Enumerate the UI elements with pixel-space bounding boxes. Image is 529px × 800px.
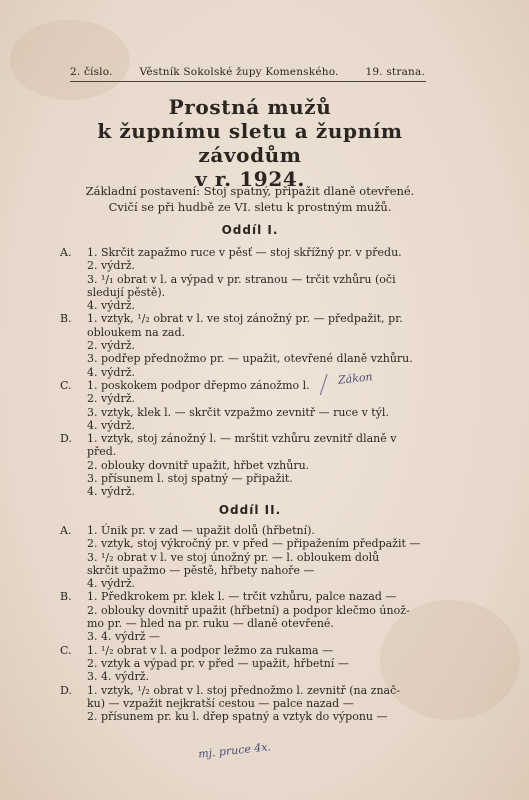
section-1 xyxy=(60,246,440,499)
exercise-line: skrčit upažmo — pěstě, hřbety nahoře — xyxy=(87,563,315,577)
exercise-group xyxy=(60,590,440,643)
group-letter: C. xyxy=(60,378,72,392)
title-line-2: k župnímu sletu a župním závodům xyxy=(97,119,403,167)
exercise-line: 1. ¹/₂ obrat v l. a podpor ležmo za rukama — xyxy=(87,643,334,657)
exercise-line: 3. 4. výdrž — xyxy=(87,630,161,644)
exercise-line: 3. vztyk, klek l. — skrčit vzpažmo zevnitř — ruce v týl. xyxy=(87,405,389,419)
running-header xyxy=(70,66,425,78)
exercise-line: 3. přísunem l. stoj spatný — připažit. xyxy=(87,472,293,486)
exercise-line: 4. výdrž. xyxy=(87,485,136,499)
intro-line-1: Základní postavení: Stoj spatný, připažit dlaně otevřené. xyxy=(85,184,415,198)
exercise-group xyxy=(60,644,440,684)
title-line-1: Prostná mužů xyxy=(168,95,332,119)
exercise-line: sledují pěstě). xyxy=(87,285,166,299)
exercise-line: 2. výdrž. xyxy=(87,259,136,273)
exercise-line: 3. ¹/₁ obrat v l. a výpad v pr. stranou — trčit vzhůru (oči xyxy=(87,272,396,286)
section-title-1: Oddíl I. xyxy=(221,223,279,237)
issue-number: 2. číslo. xyxy=(70,66,113,78)
exercise-line: 4. výdrž. xyxy=(87,577,136,591)
exercise-line: ku) — vzpažit nejkratší cestou — palce nazad — xyxy=(87,696,354,710)
exercise-group xyxy=(60,312,440,378)
exercise-line: 1. poskokem podpor dřepmo zánožmo l. xyxy=(87,378,310,392)
exercise-line: 2. vztyk, stoj výkročný pr. v před — připažením předpažit — xyxy=(87,537,421,551)
exercise-line: 3. ¹/₂ obrat v l. ve stoj únožný pr. — l. obloukem dolů xyxy=(87,550,380,564)
journal-name: Věstník Sokolské župy Komenského. xyxy=(139,66,339,78)
exercise-line: 4. výdrž. xyxy=(87,299,136,313)
group-letter: C. xyxy=(60,643,72,657)
exercise-line: 4. výdrž. xyxy=(87,418,136,432)
exercise-group xyxy=(60,684,440,724)
exercise-line: 2. výdrž. xyxy=(87,392,136,406)
exercise-line: 2. oblouky dovnitř upažit (hřbetní) a podpor klečmo únož- xyxy=(87,603,410,617)
paper-stain xyxy=(10,20,130,100)
exercise-line: mo pr. — hled na pr. ruku — dlaně otevřené. xyxy=(87,617,334,631)
exercise-group xyxy=(60,432,440,498)
header-rule xyxy=(70,81,426,82)
exercise-line: 3. 4. výdrž. xyxy=(87,670,150,684)
title-line-3: v r. 1924. xyxy=(195,167,305,191)
exercise-line: 2. oblouky dovnitř upažit, hřbet vzhůru. xyxy=(87,458,310,472)
exercise-line: 2. výdrž. xyxy=(87,339,136,353)
exercise-line: 1. vztyk, ¹/₂ obrat v l. ve stoj zánožný pr. — předpažit, pr. xyxy=(87,312,403,326)
exercise-group xyxy=(60,246,440,312)
exercise-line: 2. přísunem pr. ku l. dřep spatný a vztyk do výponu — xyxy=(87,710,388,724)
exercise-line: 1. Skrčit zapažmo ruce v pěsť — stoj skřížný pr. v předu. xyxy=(87,246,402,259)
page-title xyxy=(60,95,440,191)
group-letter: B. xyxy=(60,312,72,326)
page-number: 19. strana. xyxy=(365,66,425,78)
handwritten-note-1: Zákon xyxy=(337,370,374,387)
exercise-line: před. xyxy=(87,445,117,459)
section-2 xyxy=(60,524,440,723)
exercise-line: 1. Předkrokem pr. klek l. — trčit vzhůru, palce nazad — xyxy=(87,590,397,604)
exercise-line: 1. vztyk, ¹/₂ obrat v l. stoj přednožmo l. zevnitř (na znač- xyxy=(87,683,400,697)
section-title-2: Oddíl II. xyxy=(218,503,282,517)
exercise-line: 4. výdrž. xyxy=(87,365,136,379)
group-letter: B. xyxy=(60,590,72,604)
group-letter: A. xyxy=(60,246,72,259)
exercise-line: obloukem na zad. xyxy=(87,325,186,339)
intro-text xyxy=(60,183,440,215)
group-letter: A. xyxy=(60,524,72,537)
group-letter: D. xyxy=(60,683,72,697)
exercise-line: 3. podřep přednožmo pr. — upažit, otevřené dlaně vzhůru. xyxy=(87,352,413,366)
exercise-group xyxy=(60,379,440,432)
handwritten-note-2: mj. pruce 4x. xyxy=(197,740,272,761)
exercise-line: 2. vztyk a výpad pr. v před — upažit, hřbetní — xyxy=(87,656,349,670)
exercise-line: 1. Únik pr. v zad — upažit dolů (hřbetní). xyxy=(87,524,315,537)
exercise-group xyxy=(60,524,440,590)
exercise-line: 1. vztyk, stoj zánožný l. — mrštit vzhůru zevnitř dlaně v xyxy=(87,432,397,446)
intro-line-2: Cvičí se při hudbě ze VI. sletu k prostným mužů. xyxy=(108,200,392,214)
group-letter: D. xyxy=(60,432,72,446)
